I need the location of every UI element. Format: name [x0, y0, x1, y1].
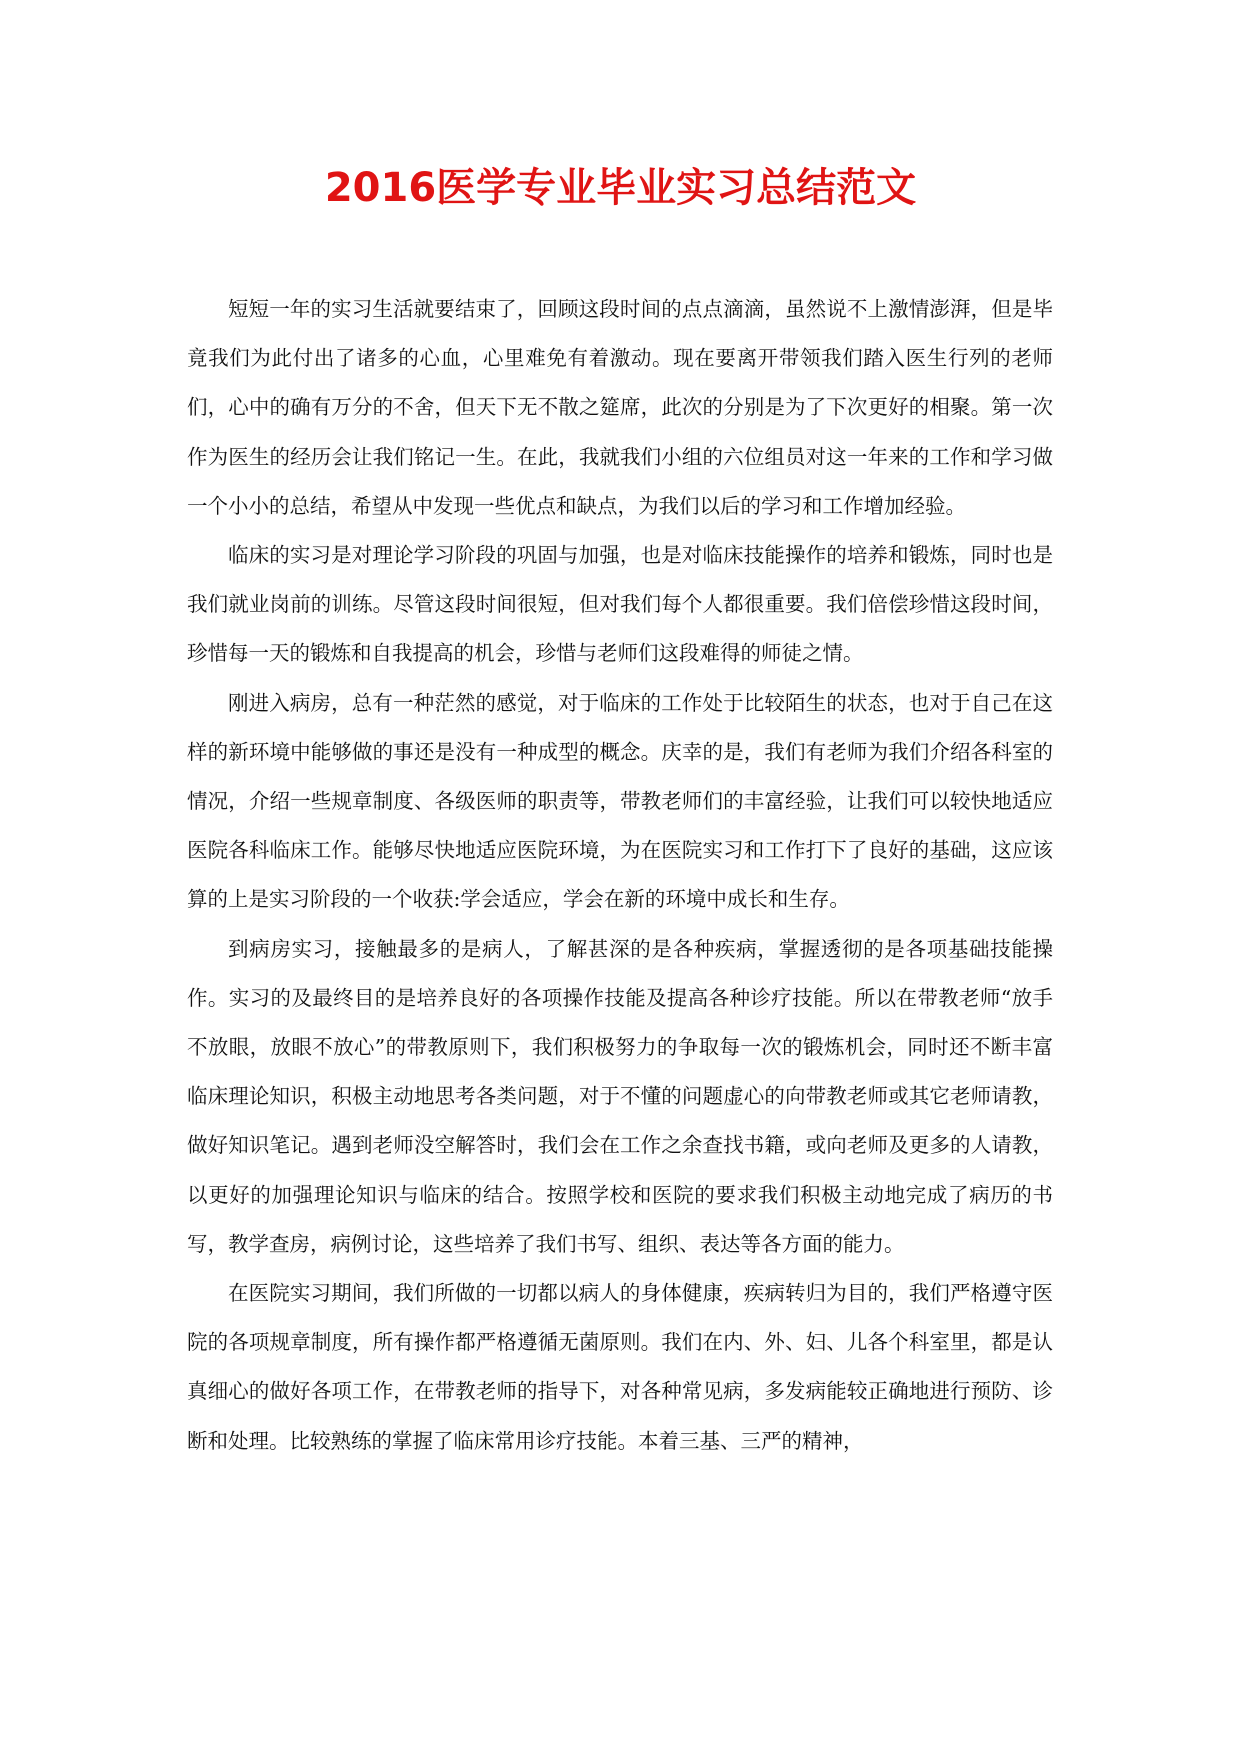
- document-title: 2016医学专业毕业实习总结范文: [324, 165, 917, 211]
- paragraph: 短短一年的实习生活就要结束了，回顾这段时间的点点滴滴，虽然说不上激情澎湃，但是毕竟我们为此付出了诸多的心血，心里难免有着激动。现在要离开带领我们踏入医生行列的老师们，心中的确有万分的不舍，但天下无不散之筵席，此次的分别是为了下次更好的相聚。第一次作为医生的经历会让我们铭记一生。在此，我就我们小组的六位组员对这一年来的工作和学习做一个小小的总结，希望从中发现一些优点和缺点，为我们以后的学习和工作增加经验。: [187, 297, 1053, 518]
- paragraph: 到病房实习，接触最多的是病人，了解甚深的是各种疾病，掌握透彻的是各项基础技能操作。实习的及最终目的是培养良好的各项操作技能及提高各种诊疗技能。所以在带教老师“放手不放眼，放眼不放心”的带教原则下，我们积极努力的争取每一次的锻炼机会，同时还不断丰富临床理论知识，积极主动地思考各类问题，对于不懂的问题虚心的向带教老师或其它老师请教，做好知识笔记。遇到老师没空解答时，我们会在工作之余查找书籍，或向老师及更多的人请教，以更好的加强理论知识与临床的结合。按照学校和医院的要求我们积极主动地完成了病历的书写，教学查房，病例讨论，这些培养了我们书写、组织、表达等各方面的能力。: [187, 936, 1053, 1256]
- paragraph: 在医院实习期间，我们所做的一切都以病人的身体健康，疾病转归为目的，我们严格遵守医院的各项规章制度，所有操作都严格遵循无菌原则。我们在内、外、妇、儿各个科室里，都是认真细心的做好各项工作，在带教老师的指导下，对各种常见病，多发病能较正确地进行预防、诊断和处理。比较熟练的掌握了临床常用诊疗技能。本着三基、三严的精神，: [187, 1281, 1053, 1453]
- document-body: [187, 285, 1053, 1466]
- paragraph: 刚进入病房，总有一种茫然的感觉，对于临床的工作处于比较陌生的状态，也对于自己在这样的新环境中能够做的事还是没有一种成型的概念。庆幸的是，我们有老师为我们介绍各科室的情况，介绍一些规章制度、各级医师的职责等，带教老师们的丰富经验，让我们可以较快地适应医院各科临床工作。能够尽快地适应医院环境，为在医院实习和工作打下了良好的基础，这应该算的上是实习阶段的一个收获:学会适应，学会在新的环境中成长和生存。: [187, 690, 1053, 912]
- paragraph: 临床的实习是对理论学习阶段的巩固与加强，也是对临床技能操作的培养和锻炼，同时也是我们就业岗前的训练。尽管这段时间很短，但对我们每个人都很重要。我们倍偿珍惜这段时间，珍惜每一天的锻炼和自我提高的机会，珍惜与老师们这段难得的师徒之情。: [187, 543, 1053, 666]
